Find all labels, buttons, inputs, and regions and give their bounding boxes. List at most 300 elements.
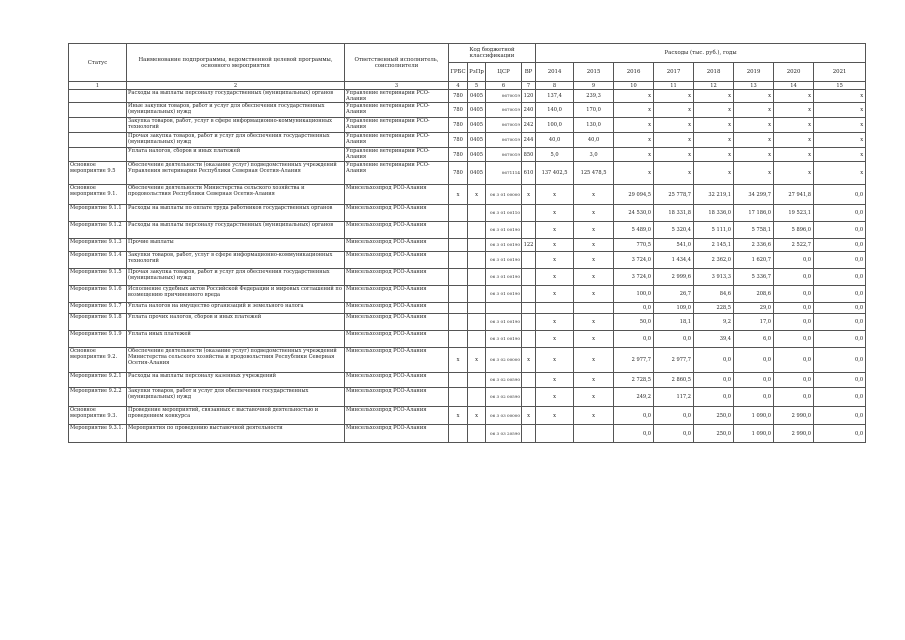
row-executor: Минсельхозпрод РСО-Алания <box>345 348 449 373</box>
budget-expenses-table <box>68 43 866 443</box>
row-year-value: 250,0 <box>694 407 734 425</box>
row-year-value: x <box>774 133 814 148</box>
row-status <box>69 103 127 118</box>
row-year-value: 0,0 <box>814 425 866 443</box>
row-year-value: 0,0 <box>614 407 654 425</box>
row-grbs <box>449 252 468 269</box>
row-year-value: x <box>734 118 774 133</box>
row-year-value: x <box>536 269 574 286</box>
row-year-value: 100,0 <box>614 286 654 303</box>
row-year-value: 109,0 <box>654 303 694 314</box>
row-csr: 0670019 <box>486 103 522 118</box>
row-csr: 06 3 01 00190 <box>486 286 522 303</box>
row-year-value: 0,0 <box>814 286 866 303</box>
header-name: Наименование подпрограммы, ведомственной целевой программы, основного мероприятия <box>127 44 345 82</box>
row-year-value: x <box>774 162 814 185</box>
row-rzpr <box>468 373 486 388</box>
row-vr: 242 <box>522 118 536 133</box>
row-year-value: 2 990,0 <box>774 407 814 425</box>
row-name: Закупки товаров, работ, услуг в сфере информационно-коммуникационных технологий <box>127 252 345 269</box>
row-year-value: x <box>654 118 694 133</box>
row-year-value: x <box>536 314 574 331</box>
row-executor: Минсельхозпрод РСО-Алания <box>345 269 449 286</box>
row-year-value: 5 111,0 <box>694 222 734 239</box>
row-year-value: x <box>574 205 614 222</box>
row-year-value: 17 186,0 <box>734 205 774 222</box>
header-year: 2015 <box>574 63 614 82</box>
column-number: 9 <box>574 82 614 90</box>
header-executor: Ответственный исполнитель, соисполнители <box>345 44 449 82</box>
row-name: Прочая закупка товаров, работ и услуг для обеспечения государственных (муниципальных) нужд <box>127 133 345 148</box>
column-number: 3 <box>345 82 449 90</box>
row-year-value: 0,0 <box>774 331 814 348</box>
table-row <box>69 388 866 407</box>
row-year-value: 50,0 <box>614 314 654 331</box>
row-year-value: 0,0 <box>694 348 734 373</box>
row-year-value: 0,0 <box>654 331 694 348</box>
row-year-value: 18 336,0 <box>694 205 734 222</box>
column-number: 2 <box>127 82 345 90</box>
row-year-value <box>536 425 574 443</box>
row-rzpr <box>468 425 486 443</box>
row-status: Мероприятие 9.1.3 <box>69 239 127 252</box>
row-grbs <box>449 373 468 388</box>
row-name: Расходы на выплаты по оплате труда работников государственных органов <box>127 205 345 222</box>
row-grbs <box>449 331 468 348</box>
row-executor: Минсельхозпрод РСО-Алания <box>345 239 449 252</box>
table-row <box>69 205 866 222</box>
row-rzpr <box>468 205 486 222</box>
row-year-value: 140,0 <box>536 103 574 118</box>
row-year-value: 0,0 <box>614 303 654 314</box>
row-year-value: 6,0 <box>734 331 774 348</box>
row-year-value: x <box>536 331 574 348</box>
row-year-value: x <box>614 90 654 103</box>
row-name: Уплата налогов, сборов и иных платежей <box>127 148 345 162</box>
row-year-value: 249,2 <box>614 388 654 407</box>
row-csr: 06 3 01 00190 <box>486 252 522 269</box>
row-year-value: 3 913,3 <box>694 269 734 286</box>
row-grbs <box>449 286 468 303</box>
row-grbs: 780 <box>449 118 468 133</box>
row-year-value: x <box>694 162 734 185</box>
table-row <box>69 407 866 425</box>
row-year-value: 0,0 <box>814 252 866 269</box>
row-year-value: x <box>814 118 866 133</box>
row-rzpr <box>468 314 486 331</box>
row-year-value: 1 090,0 <box>734 425 774 443</box>
row-status: Мероприятие 9.1.5 <box>69 269 127 286</box>
row-rzpr: 0405 <box>468 148 486 162</box>
row-year-value: 5 758,1 <box>734 222 774 239</box>
row-name: Обеспечение деятельности (оказание услуг) подведомственных учреждений Управления ветеринарии Республики Северная Осетия-Алания <box>127 162 345 185</box>
row-name: Иные закупки товаров, работ и услуг для обеспечения государственных (муниципальных) нужд <box>127 103 345 118</box>
row-executor: Минсельхозпрод РСО-Алания <box>345 286 449 303</box>
row-grbs <box>449 425 468 443</box>
row-name: Обеспечение деятельности Министерства сельского хозяйства и продовольствия Республики Северная Осетия-Алания <box>127 185 345 205</box>
row-year-value: x <box>694 118 734 133</box>
row-year-value: 34 299,7 <box>734 185 774 205</box>
row-year-value: x <box>536 286 574 303</box>
column-number: 4 <box>449 82 468 90</box>
row-year-value: 5 896,0 <box>774 222 814 239</box>
row-year-value: x <box>694 133 734 148</box>
row-grbs: 780 <box>449 103 468 118</box>
row-year-value: 0,0 <box>694 388 734 407</box>
row-vr: 610 <box>522 162 536 185</box>
row-vr <box>522 425 536 443</box>
row-vr <box>522 303 536 314</box>
row-grbs: 780 <box>449 148 468 162</box>
row-year-value: x <box>614 118 654 133</box>
table-row <box>69 303 866 314</box>
row-year-value: 0,0 <box>774 314 814 331</box>
row-grbs <box>449 205 468 222</box>
row-csr <box>486 303 522 314</box>
row-year-value: x <box>734 162 774 185</box>
row-vr: x <box>522 407 536 425</box>
row-name: Закупка товаров, работ, услуг в сфере информационно-коммуникационных технологий <box>127 118 345 133</box>
table-row <box>69 286 866 303</box>
row-year-value: 541,0 <box>654 239 694 252</box>
row-year-value: 84,6 <box>694 286 734 303</box>
table-row <box>69 133 866 148</box>
row-csr: 06 3 01 00000 <box>486 185 522 205</box>
row-grbs <box>449 388 468 407</box>
row-vr <box>522 331 536 348</box>
row-csr: 06 3 01 00110 <box>486 205 522 222</box>
row-status: Мероприятие 9.3.1. <box>69 425 127 443</box>
row-vr <box>522 205 536 222</box>
row-year-value: 100,0 <box>536 118 574 133</box>
row-year-value: x <box>774 118 814 133</box>
row-csr: 06 3 03 00000 <box>486 407 522 425</box>
row-year-value: 137,4 <box>536 90 574 103</box>
column-number: 7 <box>522 82 536 90</box>
row-rzpr <box>468 269 486 286</box>
row-year-value: 0,0 <box>774 303 814 314</box>
row-year-value: 0,0 <box>614 425 654 443</box>
row-year-value: 208,6 <box>734 286 774 303</box>
table-row <box>69 118 866 133</box>
row-year-value: 17,0 <box>734 314 774 331</box>
row-year-value: x <box>734 148 774 162</box>
row-status <box>69 90 127 103</box>
row-status <box>69 148 127 162</box>
table-row <box>69 222 866 239</box>
row-grbs <box>449 239 468 252</box>
header-expenses: Расходы (тыс. руб.), годы <box>536 44 866 63</box>
row-year-value: 5,0 <box>536 148 574 162</box>
row-year-value: x <box>574 388 614 407</box>
table-row <box>69 239 866 252</box>
row-rzpr <box>468 331 486 348</box>
row-year-value: x <box>694 103 734 118</box>
row-year-value: 32 219,1 <box>694 185 734 205</box>
row-grbs: 780 <box>449 162 468 185</box>
row-year-value: x <box>694 148 734 162</box>
row-year-value: 9,2 <box>694 314 734 331</box>
row-rzpr: x <box>468 185 486 205</box>
row-year-value: 0,0 <box>774 373 814 388</box>
row-status: Основное мероприятие 9.3. <box>69 407 127 425</box>
row-year-value: 18 331,8 <box>654 205 694 222</box>
row-year-value: 0,0 <box>614 331 654 348</box>
row-name: Расходы на выплаты персоналу государственных (муниципальных) органов <box>127 90 345 103</box>
row-csr: 06 3 01 00190 <box>486 239 522 252</box>
row-year-value: 0,0 <box>814 185 866 205</box>
row-year-value: 137 402,5 <box>536 162 574 185</box>
row-year-value: 0,0 <box>774 348 814 373</box>
row-year-value: x <box>734 133 774 148</box>
row-year-value <box>574 303 614 314</box>
row-status: Мероприятие 9.1.2 <box>69 222 127 239</box>
row-year-value: 130,0 <box>574 118 614 133</box>
table-row <box>69 162 866 185</box>
row-name: Уплата прочих налогов, сборов и иных платежей <box>127 314 345 331</box>
row-year-value: x <box>574 348 614 373</box>
row-year-value: 0,0 <box>814 348 866 373</box>
row-vr: 850 <box>522 148 536 162</box>
table-row <box>69 314 866 331</box>
row-vr <box>522 222 536 239</box>
row-year-value: x <box>654 162 694 185</box>
row-executor: Минсельхозпрод РСО-Алания <box>345 373 449 388</box>
row-name: Мероприятия по проведению выставочной деятельности <box>127 425 345 443</box>
row-status: Основное мероприятие 9.2. <box>69 348 127 373</box>
row-vr: x <box>522 348 536 373</box>
row-vr <box>522 286 536 303</box>
header-year: 2021 <box>814 63 866 82</box>
row-year-value: x <box>654 133 694 148</box>
row-vr: 120 <box>522 90 536 103</box>
row-vr: 240 <box>522 103 536 118</box>
row-year-value: 5 320,4 <box>654 222 694 239</box>
row-year-value: x <box>734 90 774 103</box>
table-row <box>69 185 866 205</box>
column-number: 5 <box>468 82 486 90</box>
row-grbs: 780 <box>449 90 468 103</box>
row-rzpr <box>468 222 486 239</box>
row-year-value: x <box>774 103 814 118</box>
header-year: 2017 <box>654 63 694 82</box>
row-year-value: 2 977,7 <box>614 348 654 373</box>
row-status: Мероприятие 9.1.6 <box>69 286 127 303</box>
row-executor: Управление ветеринарии РСО-Алания <box>345 133 449 148</box>
row-year-value: x <box>614 162 654 185</box>
row-executor: Управление ветеринарии РСО-Алания <box>345 103 449 118</box>
row-vr <box>522 252 536 269</box>
row-csr: 06 3 01 00190 <box>486 269 522 286</box>
row-year-value: 0,0 <box>814 239 866 252</box>
row-year-value: 26,7 <box>654 286 694 303</box>
row-vr <box>522 373 536 388</box>
row-status: Мероприятие 9.1.7 <box>69 303 127 314</box>
row-status: Основное мероприятие 9.5 <box>69 162 127 185</box>
row-year-value: x <box>574 407 614 425</box>
row-grbs: 780 <box>449 133 468 148</box>
row-year-value: x <box>694 90 734 103</box>
row-year-value: x <box>536 373 574 388</box>
row-year-value: x <box>574 314 614 331</box>
row-year-value: 0,0 <box>694 373 734 388</box>
row-year-value: 0,0 <box>734 388 774 407</box>
row-year-value: x <box>574 239 614 252</box>
row-year-value: x <box>654 90 694 103</box>
header-vr: ВР <box>522 63 536 82</box>
row-executor: Минсельхозпрод РСО-Алания <box>345 303 449 314</box>
table-body <box>69 44 866 443</box>
row-year-value: x <box>574 373 614 388</box>
header-status: Статус <box>69 44 127 82</box>
header-year: 2016 <box>614 63 654 82</box>
row-rzpr: 0405 <box>468 162 486 185</box>
column-number: 10 <box>614 82 654 90</box>
row-year-value <box>574 425 614 443</box>
row-rzpr <box>468 388 486 407</box>
row-name: Расходы на выплаты персоналу государственных (муниципальных) органов <box>127 222 345 239</box>
row-year-value: x <box>814 162 866 185</box>
table-row <box>69 103 866 118</box>
row-year-value: 117,2 <box>654 388 694 407</box>
row-rzpr <box>468 252 486 269</box>
row-name: Закупки товаров, работ и услуг для обеспечения государственных (муниципальных) нужд <box>127 388 345 407</box>
row-csr: 0670019 <box>486 148 522 162</box>
row-status: Мероприятие 9.1.4 <box>69 252 127 269</box>
row-executor: Минсельхозпрод РСО-Алания <box>345 407 449 425</box>
row-rzpr: 0405 <box>468 133 486 148</box>
row-year-value: 0,0 <box>774 269 814 286</box>
row-year-value: 2 362,0 <box>694 252 734 269</box>
row-year-value: 0,0 <box>654 425 694 443</box>
row-year-value: 0,0 <box>814 388 866 407</box>
row-year-value: x <box>574 222 614 239</box>
table-row <box>69 148 866 162</box>
table-row <box>69 348 866 373</box>
row-year-value: x <box>654 148 694 162</box>
row-year-value: 0,0 <box>814 407 866 425</box>
row-year-value: 19 523,1 <box>774 205 814 222</box>
row-vr <box>522 388 536 407</box>
row-status <box>69 133 127 148</box>
table-row <box>69 90 866 103</box>
row-vr <box>522 269 536 286</box>
column-number: 1 <box>69 82 127 90</box>
row-year-value: 3,0 <box>574 148 614 162</box>
row-vr <box>522 314 536 331</box>
row-year-value: 2 999,6 <box>654 269 694 286</box>
row-year-value: 2 728,5 <box>614 373 654 388</box>
row-year-value: x <box>536 205 574 222</box>
row-year-value: 39,4 <box>694 331 734 348</box>
row-grbs <box>449 314 468 331</box>
row-grbs <box>449 222 468 239</box>
row-year-value: 1 620,7 <box>734 252 774 269</box>
row-executor: Управление ветеринарии РСО-Алания <box>345 148 449 162</box>
row-year-value: 2 977,7 <box>654 348 694 373</box>
row-year-value: x <box>574 331 614 348</box>
row-executor: Управление ветеринарии РСО-Алания <box>345 90 449 103</box>
row-grbs: x <box>449 407 468 425</box>
row-year-value: 2 145,1 <box>694 239 734 252</box>
row-csr: 06 3 03 20590 <box>486 425 522 443</box>
row-csr: 0670019 <box>486 133 522 148</box>
row-year-value: x <box>574 269 614 286</box>
row-csr: 06 3 02 00590 <box>486 373 522 388</box>
row-csr: 0670019 <box>486 118 522 133</box>
row-rzpr <box>468 286 486 303</box>
table-row <box>69 252 866 269</box>
row-year-value: 40,0 <box>536 133 574 148</box>
row-year-value: 1 434,4 <box>654 252 694 269</box>
row-year-value: 250,0 <box>694 425 734 443</box>
row-year-value: 0,0 <box>814 331 866 348</box>
row-year-value: x <box>814 148 866 162</box>
row-year-value: 27 941,8 <box>774 185 814 205</box>
row-csr: 06 3 01 00190 <box>486 314 522 331</box>
header-csr: ЦСР <box>486 63 522 82</box>
row-year-value: x <box>536 252 574 269</box>
row-executor: Минсельхозпрод РСО-Алания <box>345 222 449 239</box>
row-year-value: x <box>614 103 654 118</box>
row-year-value: x <box>536 222 574 239</box>
row-status: Мероприятие 9.1.9 <box>69 331 127 348</box>
row-year-value <box>536 303 574 314</box>
row-year-value: 0,0 <box>814 269 866 286</box>
row-year-value: 3 724,0 <box>614 252 654 269</box>
row-year-value: 3 724,0 <box>614 269 654 286</box>
row-year-value: 2 860,5 <box>654 373 694 388</box>
row-year-value: 0,0 <box>774 286 814 303</box>
row-year-value: 18,1 <box>654 314 694 331</box>
row-name: Исполнение судебных актов Российской Федерации и мировых соглашений по возмещению причиненного вреда <box>127 286 345 303</box>
row-year-value: x <box>536 185 574 205</box>
row-vr: x <box>522 185 536 205</box>
row-executor: Минсельхозпрод РСО-Алания <box>345 388 449 407</box>
header-rzpr: РзПр <box>468 63 486 82</box>
row-year-value: 770,5 <box>614 239 654 252</box>
header-year: 2014 <box>536 63 574 82</box>
column-number: 12 <box>694 82 734 90</box>
row-rzpr: x <box>468 348 486 373</box>
row-status: Мероприятие 9.2.2 <box>69 388 127 407</box>
row-year-value: x <box>814 90 866 103</box>
row-executor: Минсельхозпрод РСО-Алания <box>345 314 449 331</box>
row-year-value: x <box>734 103 774 118</box>
row-year-value: 125 478,5 <box>574 162 614 185</box>
row-year-value: x <box>814 133 866 148</box>
row-year-value: 0,0 <box>814 314 866 331</box>
column-number: 14 <box>774 82 814 90</box>
row-year-value: x <box>814 103 866 118</box>
row-name: Уплата налогов на имущество организаций и земельного налога <box>127 303 345 314</box>
row-executor: Минсельхозпрод РСО-Алания <box>345 205 449 222</box>
row-year-value: 239,3 <box>574 90 614 103</box>
row-name: Уплата иных платежей <box>127 331 345 348</box>
row-year-value: 0,0 <box>774 252 814 269</box>
row-executor: Минсельхозпрод РСО-Алания <box>345 425 449 443</box>
row-year-value: 170,0 <box>574 103 614 118</box>
row-grbs: x <box>449 185 468 205</box>
row-year-value: 0,0 <box>774 388 814 407</box>
row-grbs: x <box>449 348 468 373</box>
column-number: 11 <box>654 82 694 90</box>
row-year-value: 0,0 <box>814 303 866 314</box>
row-year-value: x <box>614 148 654 162</box>
header-budget-code: Код бюджетной классификации <box>449 44 536 63</box>
row-executor: Минсельхозпрод РСО-Алания <box>345 252 449 269</box>
row-year-value: 29 094,5 <box>614 185 654 205</box>
